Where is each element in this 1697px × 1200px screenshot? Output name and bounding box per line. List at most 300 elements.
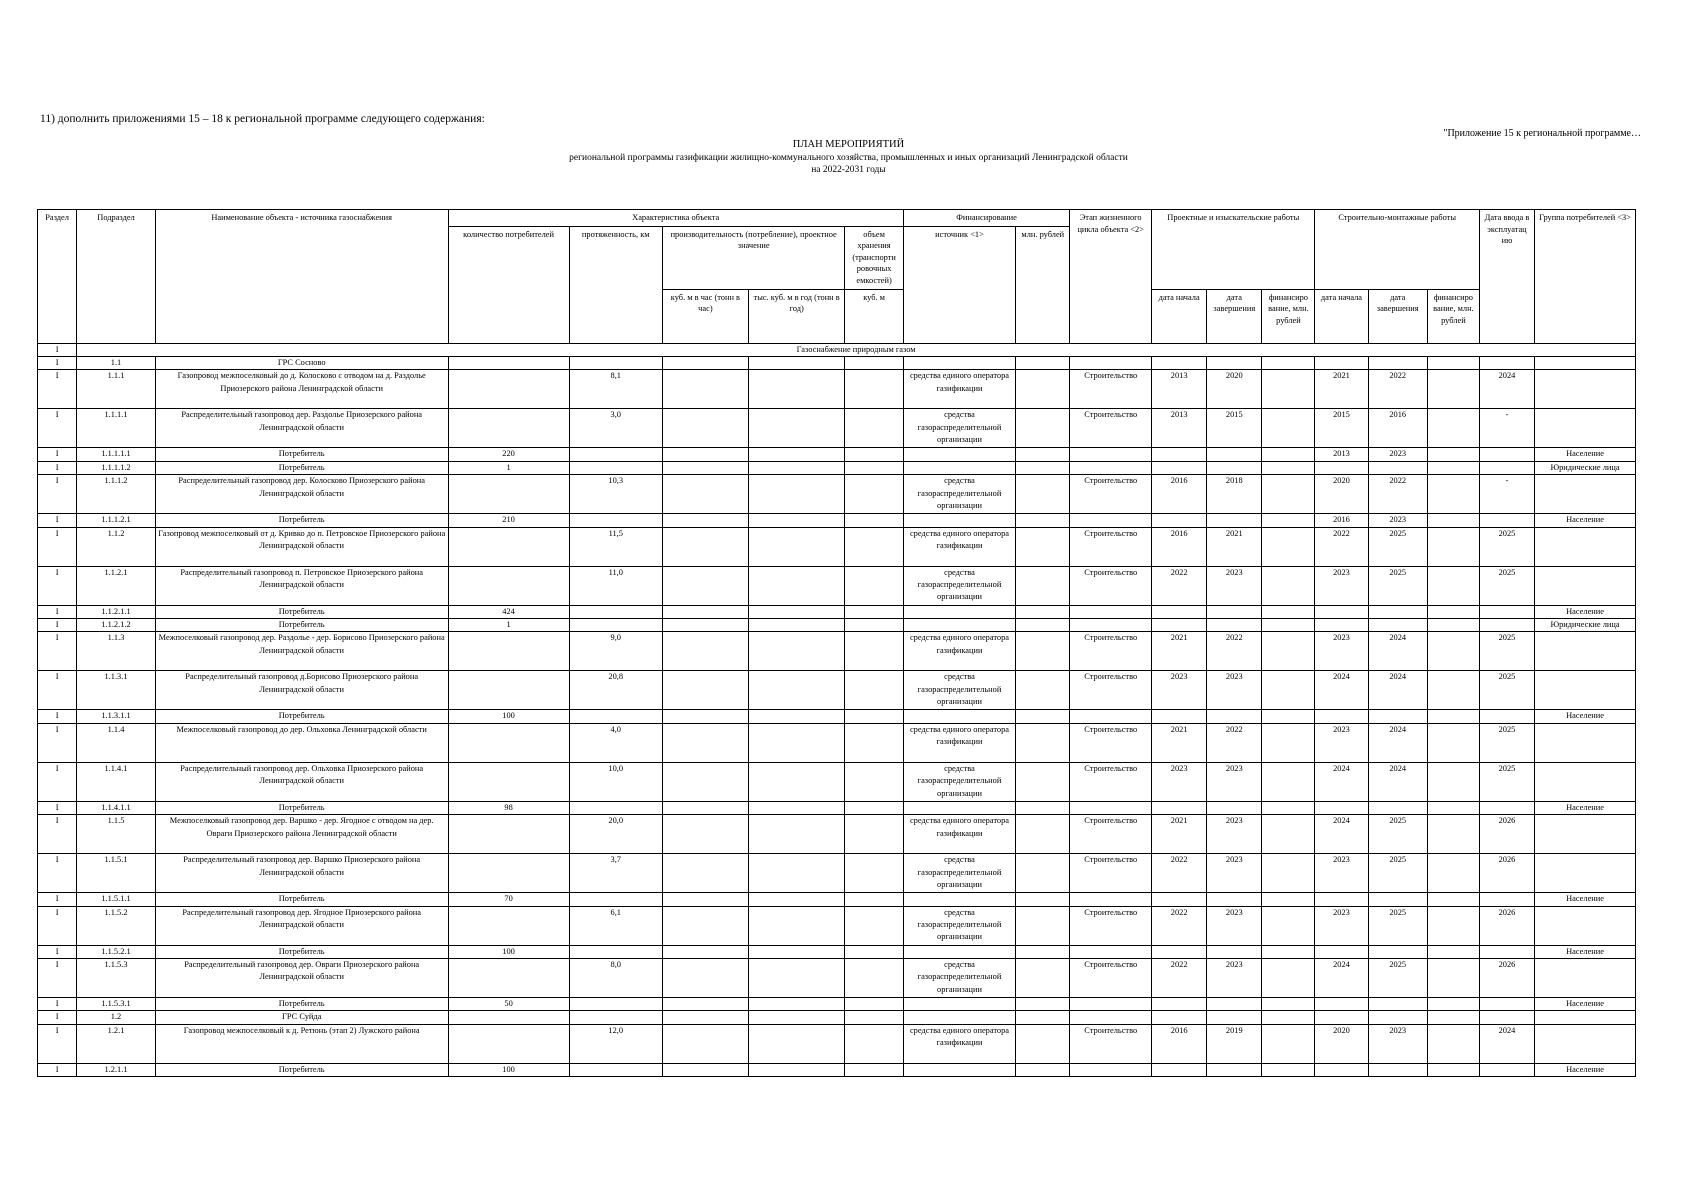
- cell-construction-start: 2023: [1315, 906, 1368, 945]
- cell-podrazdel: 1.1.1.2.1: [77, 514, 156, 527]
- table-row: [38, 1011, 1636, 1024]
- header-cap-year: тыс. куб. м в год (тонн в год): [748, 289, 845, 343]
- cell-razdel: I: [38, 710, 77, 723]
- table-row: [38, 566, 1636, 605]
- cell-storage: [845, 566, 903, 605]
- cell-commissioning: 2026: [1479, 854, 1534, 893]
- cell-podrazdel: 1.1.5.1: [77, 854, 156, 893]
- table-row: [38, 514, 1636, 527]
- cell-construction-financing: [1427, 854, 1479, 893]
- header-capacity: производительность (потребление), проектное значение: [662, 226, 844, 289]
- cell-lifecycle: Строительство: [1070, 1024, 1152, 1063]
- header-mln: млн. рублей: [1016, 226, 1070, 343]
- cell-mln: [1016, 762, 1070, 801]
- cell-name: Межпоселковый газопровод дер. Варшко - дер. Ягодное с отводом на дер. Овраги Приозерского района Ленинградской области: [155, 815, 448, 854]
- cell-podrazdel: 1.1.1.1.2: [77, 461, 156, 474]
- cell-cap-hour: [662, 527, 748, 566]
- cell-name: Потребитель: [155, 605, 448, 618]
- cell-lifecycle: [1070, 998, 1152, 1011]
- cell-storage: [845, 1063, 903, 1076]
- cell-design-end: [1207, 605, 1262, 618]
- cell-construction-financing: [1427, 1011, 1479, 1024]
- cell-source: [903, 1011, 1015, 1024]
- cell-cap-hour: [662, 409, 748, 448]
- cell-cap-year: [748, 1063, 845, 1076]
- cell-construction-financing: [1427, 448, 1479, 461]
- cell-source: средства единого оператора газификации: [903, 723, 1015, 762]
- cell-source: [903, 945, 1015, 958]
- cell-podrazdel: 1.1.2: [77, 527, 156, 566]
- cell-design-start: 2021: [1152, 815, 1207, 854]
- cell-consumers: [448, 815, 569, 854]
- table-row: [38, 409, 1636, 448]
- cell-lifecycle: Строительство: [1070, 671, 1152, 710]
- table-row: [38, 1024, 1636, 1063]
- cell-design-end: [1207, 945, 1262, 958]
- cell-length: [569, 605, 662, 618]
- cell-cap-year: [748, 854, 845, 893]
- cell-lifecycle: [1070, 357, 1152, 370]
- cell-source: [903, 605, 1015, 618]
- cell-source: средства единого оператора газификации: [903, 1024, 1015, 1063]
- cell-storage: [845, 605, 903, 618]
- section-title: Газоснабжение природным газом: [77, 343, 1636, 356]
- table-row: [38, 959, 1636, 998]
- cell-design-financing: [1262, 998, 1315, 1011]
- cell-cap-hour: [662, 357, 748, 370]
- cell-design-end: 2019: [1207, 1024, 1262, 1063]
- table-row: [38, 370, 1636, 409]
- table-row: [38, 632, 1636, 671]
- cell-length: [569, 1011, 662, 1024]
- cell-design-end: [1207, 893, 1262, 906]
- cell-consumers: [448, 1024, 569, 1063]
- cell-consumers: 100: [448, 710, 569, 723]
- cell-design-financing: [1262, 527, 1315, 566]
- cell-design-start: 2022: [1152, 854, 1207, 893]
- cell-cap-year: [748, 605, 845, 618]
- cell-design-start: 2021: [1152, 632, 1207, 671]
- cell-construction-end: 2023: [1368, 1024, 1427, 1063]
- cell-design-financing: [1262, 906, 1315, 945]
- cell-construction-financing: [1427, 357, 1479, 370]
- cell-mln: [1016, 893, 1070, 906]
- cell-cap-hour: [662, 1011, 748, 1024]
- cell-mln: [1016, 370, 1070, 409]
- cell-design-financing: [1262, 1011, 1315, 1024]
- cell-construction-start: [1315, 619, 1368, 632]
- appendix-reference: "Приложение 15 к региональной программе…: [1443, 128, 1641, 139]
- cell-construction-end: 2025: [1368, 815, 1427, 854]
- cell-podrazdel: 1.1.2.1: [77, 566, 156, 605]
- cell-cap-hour: [662, 461, 748, 474]
- cell-cap-year: [748, 632, 845, 671]
- header-consumer-group: Группа потребителей <3>: [1535, 210, 1636, 344]
- cell-length: 3,7: [569, 854, 662, 893]
- cell-storage: [845, 710, 903, 723]
- cell-name: ГРС Суйда: [155, 1011, 448, 1024]
- cell-podrazdel: 1.1.5: [77, 815, 156, 854]
- cell-consumers: 50: [448, 998, 569, 1011]
- cell-name: ГРС Сосново: [155, 357, 448, 370]
- cell-construction-financing: [1427, 710, 1479, 723]
- cell-razdel: I: [38, 605, 77, 618]
- cell-cap-year: [748, 710, 845, 723]
- cell-construction-financing: [1427, 1063, 1479, 1076]
- cell-cap-year: [748, 357, 845, 370]
- cell-commissioning: 2025: [1479, 723, 1534, 762]
- cell-commissioning: [1479, 710, 1534, 723]
- cell-mln: [1016, 671, 1070, 710]
- cell-design-financing: [1262, 448, 1315, 461]
- cell-construction-financing: [1427, 566, 1479, 605]
- cell-construction-financing: [1427, 619, 1479, 632]
- cell-storage: [845, 762, 903, 801]
- cell-construction-end: 2024: [1368, 762, 1427, 801]
- cell-construction-end: 2024: [1368, 632, 1427, 671]
- cell-cap-hour: [662, 448, 748, 461]
- cell-construction-end: 2023: [1368, 448, 1427, 461]
- cell-consumers: 100: [448, 1063, 569, 1076]
- cell-commissioning: 2025: [1479, 566, 1534, 605]
- section-razdel: I: [38, 343, 77, 356]
- cell-commissioning: [1479, 619, 1534, 632]
- cell-lifecycle: [1070, 448, 1152, 461]
- cell-source: [903, 1063, 1015, 1076]
- cell-construction-end: 2025: [1368, 527, 1427, 566]
- cell-length: [569, 357, 662, 370]
- cell-consumer-group: [1535, 815, 1636, 854]
- cell-cap-year: [748, 998, 845, 1011]
- cell-design-end: 2023: [1207, 906, 1262, 945]
- cell-mln: [1016, 409, 1070, 448]
- cell-source: средства газораспределительной организации: [903, 566, 1015, 605]
- cell-razdel: I: [38, 632, 77, 671]
- cell-construction-start: 2023: [1315, 632, 1368, 671]
- cell-source: [903, 801, 1015, 814]
- cell-razdel: I: [38, 1024, 77, 1063]
- cell-name: Потребитель: [155, 893, 448, 906]
- cell-lifecycle: Строительство: [1070, 723, 1152, 762]
- cell-cap-hour: [662, 854, 748, 893]
- cell-razdel: I: [38, 906, 77, 945]
- cell-length: 10,0: [569, 762, 662, 801]
- cell-design-start: [1152, 998, 1207, 1011]
- cell-razdel: I: [38, 514, 77, 527]
- plan-table: [37, 209, 1636, 1077]
- cell-storage: [845, 959, 903, 998]
- cell-length: 12,0: [569, 1024, 662, 1063]
- cell-source: [903, 998, 1015, 1011]
- cell-consumers: [448, 671, 569, 710]
- cell-design-financing: [1262, 461, 1315, 474]
- cell-construction-end: [1368, 357, 1427, 370]
- cell-mln: [1016, 448, 1070, 461]
- header-storage: объем хранения (транспорти ровочных емкостей): [845, 226, 903, 289]
- cell-design-start: [1152, 945, 1207, 958]
- cell-storage: [845, 632, 903, 671]
- cell-commissioning: [1479, 448, 1534, 461]
- cell-construction-end: [1368, 945, 1427, 958]
- table-row: [38, 448, 1636, 461]
- cell-cap-hour: [662, 710, 748, 723]
- cell-name: Газопровод межпоселковый до д. Колосково с отводом на д. Раздолье Приозерского района Ленинградской области: [155, 370, 448, 409]
- cell-lifecycle: [1070, 710, 1152, 723]
- cell-cap-year: [748, 1011, 845, 1024]
- plan-table-body: [38, 343, 1636, 1077]
- cell-source: средства газораспределительной организации: [903, 762, 1015, 801]
- cell-podrazdel: 1.1.5.3: [77, 959, 156, 998]
- cell-design-start: [1152, 357, 1207, 370]
- cell-razdel: I: [38, 357, 77, 370]
- cell-lifecycle: [1070, 801, 1152, 814]
- cell-storage: [845, 448, 903, 461]
- cell-cap-hour: [662, 566, 748, 605]
- cell-commissioning: 2024: [1479, 1024, 1534, 1063]
- cell-design-start: [1152, 893, 1207, 906]
- cell-podrazdel: 1.2.1.1: [77, 1063, 156, 1076]
- cell-design-financing: [1262, 959, 1315, 998]
- cell-design-financing: [1262, 514, 1315, 527]
- cell-cap-hour: [662, 619, 748, 632]
- cell-name: Потребитель: [155, 998, 448, 1011]
- cell-commissioning: 2026: [1479, 959, 1534, 998]
- cell-name: Потребитель: [155, 801, 448, 814]
- cell-cap-hour: [662, 998, 748, 1011]
- cell-construction-start: 2023: [1315, 723, 1368, 762]
- cell-construction-start: 2023: [1315, 854, 1368, 893]
- section-row: [38, 343, 1636, 356]
- cell-construction-end: [1368, 710, 1427, 723]
- cell-mln: [1016, 959, 1070, 998]
- header-source: источник <1>: [903, 226, 1015, 343]
- cell-storage: [845, 723, 903, 762]
- cell-name: Распределительный газопровод дер. Овраги Приозерского района Ленинградской области: [155, 959, 448, 998]
- cell-consumers: [448, 566, 569, 605]
- cell-name: Потребитель: [155, 710, 448, 723]
- cell-construction-financing: [1427, 605, 1479, 618]
- cell-design-financing: [1262, 1063, 1315, 1076]
- cell-construction-financing: [1427, 893, 1479, 906]
- cell-consumers: [448, 1011, 569, 1024]
- cell-cap-hour: [662, 723, 748, 762]
- cell-length: [569, 619, 662, 632]
- cell-design-start: 2022: [1152, 906, 1207, 945]
- cell-length: 9,0: [569, 632, 662, 671]
- cell-cap-hour: [662, 1063, 748, 1076]
- cell-design-financing: [1262, 566, 1315, 605]
- cell-design-start: 2016: [1152, 475, 1207, 514]
- cell-name: Распределительный газопровод д.Борисово Приозерского района Ленинградской области: [155, 671, 448, 710]
- cell-length: [569, 998, 662, 1011]
- cell-cap-hour: [662, 945, 748, 958]
- cell-razdel: I: [38, 448, 77, 461]
- cell-name: Межпоселковый газопровод до дер. Ольховка Ленинградской области: [155, 723, 448, 762]
- cell-mln: [1016, 1024, 1070, 1063]
- cell-consumer-group: [1535, 723, 1636, 762]
- cell-design-financing: [1262, 619, 1315, 632]
- cell-storage: [845, 854, 903, 893]
- cell-length: 11,5: [569, 527, 662, 566]
- cell-name: Распределительный газопровод дер. Колосково Приозерского района Ленинградской области: [155, 475, 448, 514]
- cell-consumer-group: [1535, 409, 1636, 448]
- cell-storage: [845, 801, 903, 814]
- cell-design-financing: [1262, 409, 1315, 448]
- cell-design-start: [1152, 448, 1207, 461]
- cell-construction-financing: [1427, 762, 1479, 801]
- cell-name: Потребитель: [155, 461, 448, 474]
- cell-design-end: [1207, 461, 1262, 474]
- cell-consumers: 220: [448, 448, 569, 461]
- cell-construction-end: 2022: [1368, 475, 1427, 514]
- cell-design-financing: [1262, 762, 1315, 801]
- cell-mln: [1016, 710, 1070, 723]
- cell-design-end: [1207, 357, 1262, 370]
- cell-construction-start: 2020: [1315, 475, 1368, 514]
- cell-construction-end: 2016: [1368, 409, 1427, 448]
- cell-construction-start: 2024: [1315, 762, 1368, 801]
- cell-design-end: 2021: [1207, 527, 1262, 566]
- cell-length: 8,1: [569, 370, 662, 409]
- cell-podrazdel: 1.1.2.1.1: [77, 605, 156, 618]
- cell-construction-start: 2022: [1315, 527, 1368, 566]
- table-row: [38, 723, 1636, 762]
- cell-cap-year: [748, 801, 845, 814]
- cell-commissioning: -: [1479, 475, 1534, 514]
- cell-consumer-group: Население: [1535, 514, 1636, 527]
- cell-lifecycle: Строительство: [1070, 906, 1152, 945]
- cell-construction-financing: [1427, 959, 1479, 998]
- header-design-end: дата завершения: [1207, 289, 1262, 343]
- cell-construction-start: [1315, 998, 1368, 1011]
- cell-consumers: [448, 409, 569, 448]
- cell-consumer-group: Население: [1535, 605, 1636, 618]
- cell-length: [569, 801, 662, 814]
- cell-construction-start: 2024: [1315, 671, 1368, 710]
- cell-mln: [1016, 854, 1070, 893]
- plan-title-block: [0, 139, 1697, 177]
- header-design-financing: финансиро вание, млн. рублей: [1262, 289, 1315, 343]
- cell-podrazdel: 1.1.4.1: [77, 762, 156, 801]
- cell-design-end: [1207, 619, 1262, 632]
- cell-length: [569, 710, 662, 723]
- cell-consumer-group: [1535, 632, 1636, 671]
- cell-design-financing: [1262, 945, 1315, 958]
- table-row: [38, 710, 1636, 723]
- cell-consumer-group: [1535, 671, 1636, 710]
- cell-length: [569, 945, 662, 958]
- cell-length: [569, 1063, 662, 1076]
- cell-cap-year: [748, 906, 845, 945]
- cell-construction-financing: [1427, 514, 1479, 527]
- cell-cap-hour: [662, 475, 748, 514]
- cell-consumer-group: [1535, 370, 1636, 409]
- cell-design-start: 2013: [1152, 370, 1207, 409]
- cell-construction-start: 2013: [1315, 448, 1368, 461]
- cell-consumers: 1: [448, 461, 569, 474]
- cell-lifecycle: [1070, 514, 1152, 527]
- header-construction-financing: финансиро вание, млн. рублей: [1427, 289, 1479, 343]
- cell-razdel: I: [38, 671, 77, 710]
- cell-podrazdel: 1.1.5.2: [77, 906, 156, 945]
- cell-podrazdel: 1.1.5.1.1: [77, 893, 156, 906]
- cell-construction-start: [1315, 710, 1368, 723]
- cell-consumers: [448, 370, 569, 409]
- cell-cap-hour: [662, 762, 748, 801]
- cell-commissioning: [1479, 461, 1534, 474]
- cell-construction-end: 2024: [1368, 671, 1427, 710]
- cell-lifecycle: [1070, 945, 1152, 958]
- cell-lifecycle: Строительство: [1070, 762, 1152, 801]
- cell-storage: [845, 893, 903, 906]
- cell-design-financing: [1262, 475, 1315, 514]
- table-row: [38, 671, 1636, 710]
- cell-length: [569, 448, 662, 461]
- cell-construction-end: 2024: [1368, 723, 1427, 762]
- cell-construction-financing: [1427, 723, 1479, 762]
- cell-construction-end: 2025: [1368, 566, 1427, 605]
- cell-consumers: 424: [448, 605, 569, 618]
- cell-cap-year: [748, 566, 845, 605]
- header-construction-start: дата начала: [1315, 289, 1368, 343]
- cell-name: Потребитель: [155, 1063, 448, 1076]
- cell-name: Потребитель: [155, 448, 448, 461]
- cell-length: [569, 514, 662, 527]
- cell-commissioning: 2026: [1479, 815, 1534, 854]
- cell-design-end: 2023: [1207, 671, 1262, 710]
- cell-name: Потребитель: [155, 945, 448, 958]
- cell-source: [903, 461, 1015, 474]
- cell-podrazdel: 1.2.1: [77, 1024, 156, 1063]
- header-construction-works: Строительно-монтажные работы: [1315, 210, 1479, 290]
- cell-design-start: 2013: [1152, 409, 1207, 448]
- cell-mln: [1016, 605, 1070, 618]
- cell-mln: [1016, 527, 1070, 566]
- cell-mln: [1016, 566, 1070, 605]
- cell-razdel: I: [38, 409, 77, 448]
- cell-name: Распределительный газопровод п. Петровское Приозерского района Ленинградской области: [155, 566, 448, 605]
- header-commissioning: Дата ввода в эксплуатац ию: [1479, 210, 1534, 344]
- cell-consumer-group: [1535, 854, 1636, 893]
- cell-consumer-group: Население: [1535, 945, 1636, 958]
- cell-length: 20,8: [569, 671, 662, 710]
- header-name: Наименование объекта - источника газоснабжения: [155, 210, 448, 344]
- cell-podrazdel: 1.1.5.3.1: [77, 998, 156, 1011]
- cell-lifecycle: Строительство: [1070, 475, 1152, 514]
- cell-commissioning: [1479, 1063, 1534, 1076]
- table-row: [38, 945, 1636, 958]
- cell-consumer-group: Юридические лица: [1535, 461, 1636, 474]
- cell-source: [903, 893, 1015, 906]
- cell-source: средства газораспределительной организации: [903, 959, 1015, 998]
- cell-construction-start: 2015: [1315, 409, 1368, 448]
- cell-design-end: [1207, 710, 1262, 723]
- cell-cap-hour: [662, 959, 748, 998]
- cell-cap-year: [748, 461, 845, 474]
- cell-design-financing: [1262, 605, 1315, 618]
- cell-design-financing: [1262, 710, 1315, 723]
- cell-lifecycle: [1070, 1063, 1152, 1076]
- cell-razdel: I: [38, 959, 77, 998]
- cell-construction-start: 2024: [1315, 959, 1368, 998]
- cell-source: [903, 514, 1015, 527]
- cell-razdel: I: [38, 1011, 77, 1024]
- cell-design-start: 2023: [1152, 762, 1207, 801]
- cell-cap-year: [748, 959, 845, 998]
- cell-mln: [1016, 815, 1070, 854]
- header-length: протяженность, км: [569, 226, 662, 343]
- cell-construction-end: [1368, 461, 1427, 474]
